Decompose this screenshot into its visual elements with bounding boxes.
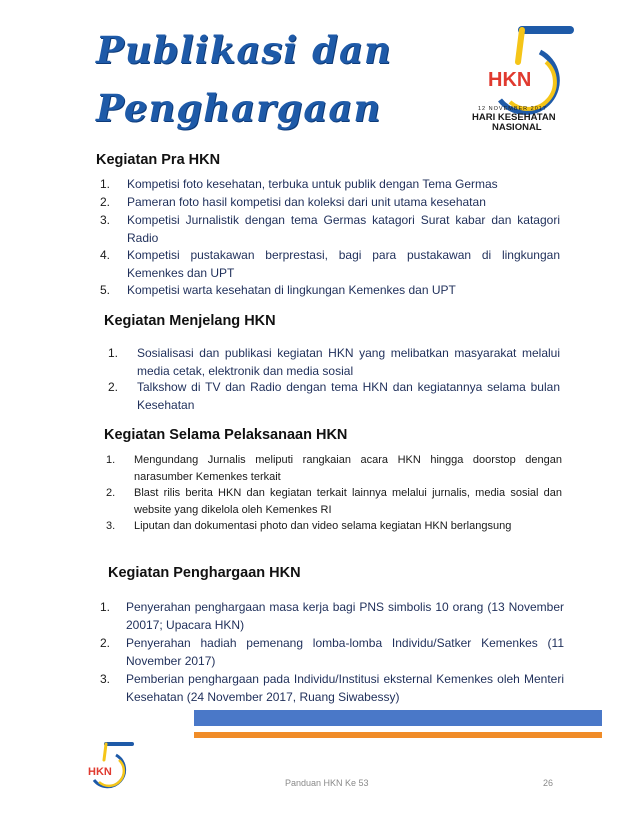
logo-name-line1: HARI KESEHATAN <box>472 112 556 123</box>
footer-text: Panduan HKN Ke 53 <box>285 778 369 788</box>
logo-small-brand: HKN <box>88 766 112 778</box>
page-number: 26 <box>543 778 554 788</box>
logo-date: 12 NOVEMBER 2017 <box>478 106 547 112</box>
decorative-bar-blue <box>194 710 602 726</box>
page-title-line1: Publikasi dan <box>96 28 392 72</box>
decorative-bar-orange <box>194 732 602 738</box>
hkn-53-logo-small <box>80 740 140 800</box>
section-heading-menjelang-hkn: Kegiatan Menjelang HKN <box>104 313 276 329</box>
hkn-53-logo <box>470 22 590 140</box>
section-heading-pra-hkn: Kegiatan Pra HKN <box>96 152 221 168</box>
logo-five-stroke-yellow <box>518 30 522 62</box>
section-heading-penghargaan-hkn: Kegiatan Penghargaan HKN <box>108 565 301 581</box>
logo-small-five-stroke-yellow <box>104 744 106 760</box>
logo-brand: HKN <box>488 69 532 91</box>
logo-name-line2: NASIONAL <box>492 122 542 133</box>
page-title-line2: Penghargaan <box>96 86 382 130</box>
section-heading-selama-pelaksanaan: Kegiatan Selama Pelaksanaan HKN <box>104 427 348 443</box>
